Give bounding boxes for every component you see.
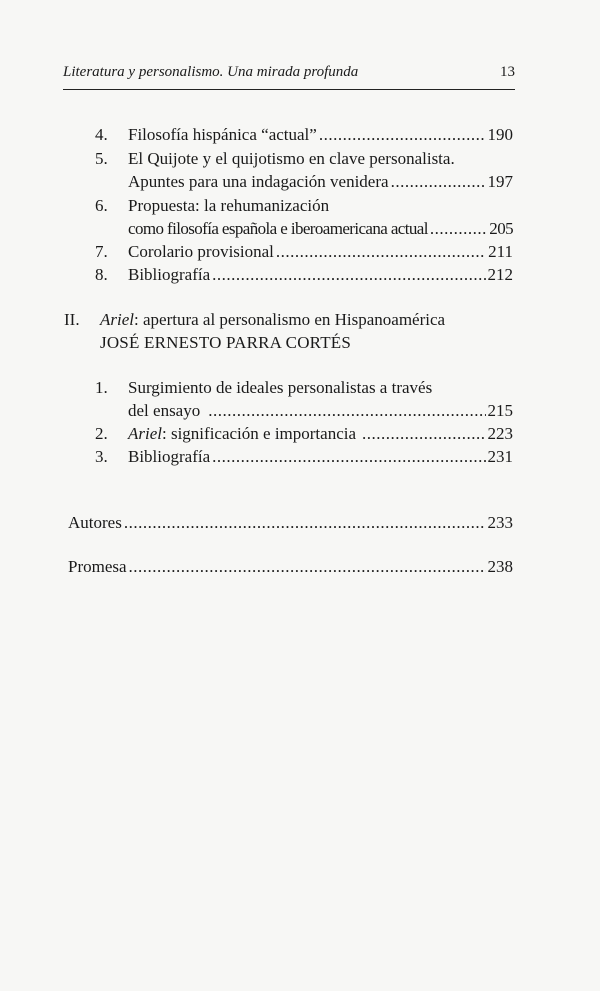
toc-entry-number: 5. <box>95 149 108 168</box>
toc-entry-5-continuation[interactable] <box>128 171 513 193</box>
toc-entry-number: 2. <box>95 424 108 443</box>
toc-entry-page: 233 <box>487 513 513 532</box>
toc-entry-8[interactable] <box>95 264 513 286</box>
dot-leader <box>129 556 486 578</box>
toc-entry-title: Surgimiento de ideales personalistas a través <box>128 378 433 397</box>
dot-leader <box>276 241 486 263</box>
toc-entry-page: 190 <box>487 125 513 144</box>
section-title: : apertura al personalismo en Hispanoamérica <box>134 310 446 329</box>
toc-entry-page: 215 <box>487 401 513 420</box>
header-rule <box>63 89 515 90</box>
toc-entry-page: 197 <box>487 172 513 191</box>
toc-entry-ii-2[interactable] <box>95 423 513 445</box>
dot-leader <box>124 512 486 534</box>
toc-entry-title: Bibliografía <box>128 265 211 284</box>
toc-entry-title: Bibliografía <box>128 447 211 466</box>
toc-entry-6-continuation[interactable] <box>128 218 513 240</box>
toc-entry-title: El Quijote y el quijotismo en clave personalista. <box>128 149 455 168</box>
toc-entry-page: 212 <box>487 265 513 284</box>
dot-leader <box>362 423 485 445</box>
toc-entry-title: Corolario provisional <box>128 242 274 261</box>
toc-entry-title-continuation: Apuntes para una indagación venidera <box>128 172 389 191</box>
toc-entry-number: 8. <box>95 265 108 284</box>
section-title-italic: Ariel <box>100 310 134 329</box>
toc-entry-5[interactable] <box>95 148 513 170</box>
toc-entry-number: 1. <box>95 378 108 397</box>
toc-entry-title-continuation: del ensayo <box>128 401 201 420</box>
toc-entry-title: Promesa <box>68 557 127 576</box>
toc-entry-number: 3. <box>95 447 108 466</box>
toc-entry-page: 238 <box>487 557 513 576</box>
page-number: 13 <box>500 64 515 80</box>
toc-entry-autores[interactable] <box>68 512 513 534</box>
toc-entry-number: 4. <box>95 125 108 144</box>
toc-entry-6[interactable] <box>95 195 513 217</box>
toc-entry-4[interactable] <box>95 124 513 146</box>
toc-entry-title-continuation: como filosofía española e iberoamericana actual <box>128 219 428 238</box>
dot-leader <box>319 124 486 146</box>
toc-entry-title: : significación e importancia <box>162 424 357 443</box>
author-name: JOSÉ ERNESTO PARRA CORTÉS <box>100 333 352 352</box>
toc-entry-ii-3[interactable] <box>95 446 513 468</box>
toc-entry-title: Propuesta: la rehumanización <box>128 196 330 215</box>
toc-entry-title-italic: Ariel <box>128 424 162 443</box>
dot-leader <box>208 400 485 422</box>
dot-leader <box>430 218 487 240</box>
toc-entry-number: 7. <box>95 242 108 261</box>
toc-entry-page: 205 <box>489 219 513 238</box>
toc-entry-page: 223 <box>487 424 513 443</box>
toc-entry-number: 6. <box>95 196 108 215</box>
running-title: Literatura y personalismo. Una mirada profunda <box>63 64 359 80</box>
section-heading-ii[interactable] <box>64 309 513 331</box>
section-author <box>100 332 513 354</box>
toc-entry-title: Autores <box>68 513 122 532</box>
toc-entry-promesa[interactable] <box>68 556 513 578</box>
toc-entry-page: 231 <box>487 447 513 466</box>
dot-leader <box>212 264 485 286</box>
toc-entry-title: Filosofía hispánica “actual” <box>128 125 317 144</box>
toc-entry-7[interactable] <box>95 241 513 263</box>
section-numeral: II. <box>64 310 80 329</box>
running-header <box>63 64 515 90</box>
toc-entry-ii-1[interactable] <box>95 377 513 399</box>
dot-leader <box>212 446 485 468</box>
toc-entry-page: 211 <box>488 242 513 261</box>
toc-entry-ii-1-continuation[interactable] <box>128 400 513 422</box>
dot-leader <box>391 171 486 193</box>
